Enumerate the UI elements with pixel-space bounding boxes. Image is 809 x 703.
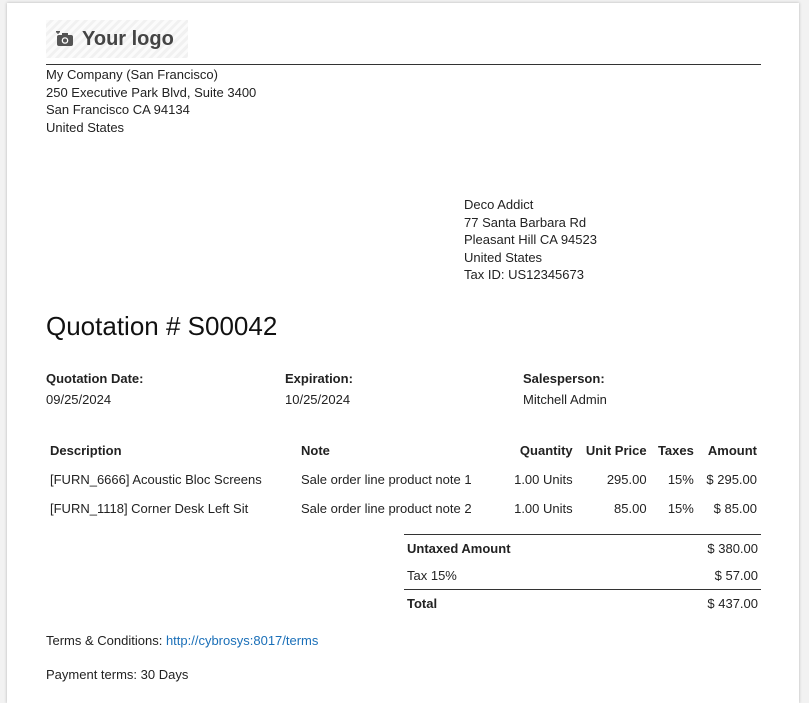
- col-note: Note: [301, 443, 330, 458]
- customer-city: Pleasant Hill CA 94523: [464, 232, 597, 247]
- terms-label: Terms & Conditions:: [46, 633, 166, 648]
- quotation-date-label: Quotation Date:: [46, 371, 144, 386]
- logo-text: Your logo: [82, 27, 174, 50]
- col-quantity: Quantity: [519, 443, 573, 458]
- col-unit-price: Unit Price: [585, 443, 647, 458]
- quotation-date-block: [46, 371, 144, 407]
- customer-tax-id: Tax ID: US12345673: [464, 267, 584, 282]
- quotation-date-value: 09/25/2024: [46, 392, 112, 407]
- expiration-value: 10/25/2024: [285, 392, 351, 407]
- total-label: Total: [404, 590, 639, 618]
- line-description: [FURN_6666] Acoustic Bloc Screens: [50, 472, 262, 487]
- line-quantity: 1.00 Units: [514, 501, 573, 516]
- customer-country: United States: [464, 249, 543, 265]
- col-description: Description: [50, 443, 122, 458]
- tax-value: $ 57.00: [714, 568, 758, 583]
- order-lines-table: [46, 439, 761, 524]
- camera-icon: [56, 31, 74, 47]
- tax-row: [404, 562, 761, 590]
- tax-label: Tax 15%: [407, 568, 457, 583]
- company-address: [46, 66, 256, 136]
- line-taxes: 15%: [667, 472, 694, 487]
- company-country: United States: [46, 119, 125, 135]
- company-logo[interactable]: [46, 20, 188, 58]
- company-name: My Company (San Francisco): [46, 67, 218, 82]
- salesperson-label: Salesperson:: [523, 371, 605, 386]
- line-amount: $ 295.00: [706, 472, 757, 487]
- line-note: Sale order line product note 2: [301, 501, 472, 516]
- line-unit-price: 85.00: [614, 501, 647, 516]
- terms-and-conditions: [46, 633, 318, 648]
- customer-street: 77 Santa Barbara Rd: [464, 214, 587, 230]
- expiration-block: [285, 371, 353, 407]
- line-note: Sale order line product note 1: [301, 472, 472, 487]
- line-taxes: 15%: [667, 501, 694, 516]
- line-description: [FURN_1118] Corner Desk Left Sit: [50, 501, 249, 516]
- line-unit-price: 295.00: [606, 472, 647, 487]
- table-row: [46, 495, 761, 524]
- col-amount: Amount: [707, 443, 757, 458]
- total-value: $ 437.00: [639, 590, 761, 618]
- quotation-page: [7, 3, 799, 703]
- table-row: [46, 466, 761, 495]
- customer-address: [464, 196, 597, 284]
- untaxed-row: [404, 535, 761, 563]
- totals-table: [404, 534, 761, 617]
- page-title: Quotation # S00042: [46, 311, 278, 341]
- table-header-row: [46, 439, 761, 466]
- customer-name: Deco Addict: [464, 197, 534, 212]
- untaxed-value: $ 380.00: [639, 535, 761, 563]
- terms-link[interactable]: http://cybrosys:8017/terms: [165, 633, 319, 648]
- salesperson-block: [523, 371, 607, 407]
- salesperson-value: Mitchell Admin: [523, 392, 607, 407]
- company-city: San Francisco CA 94134: [46, 102, 190, 117]
- expiration-label: Expiration:: [285, 371, 353, 386]
- line-amount: $ 85.00: [713, 501, 757, 516]
- payment-terms: Payment terms: 30 Days: [46, 667, 189, 682]
- col-taxes: Taxes: [657, 443, 694, 458]
- line-quantity: 1.00 Units: [514, 472, 573, 487]
- header-divider: [46, 64, 761, 65]
- total-row: [404, 590, 761, 618]
- untaxed-label: Untaxed Amount: [404, 535, 639, 563]
- company-street: 250 Executive Park Blvd, Suite 3400: [46, 84, 257, 100]
